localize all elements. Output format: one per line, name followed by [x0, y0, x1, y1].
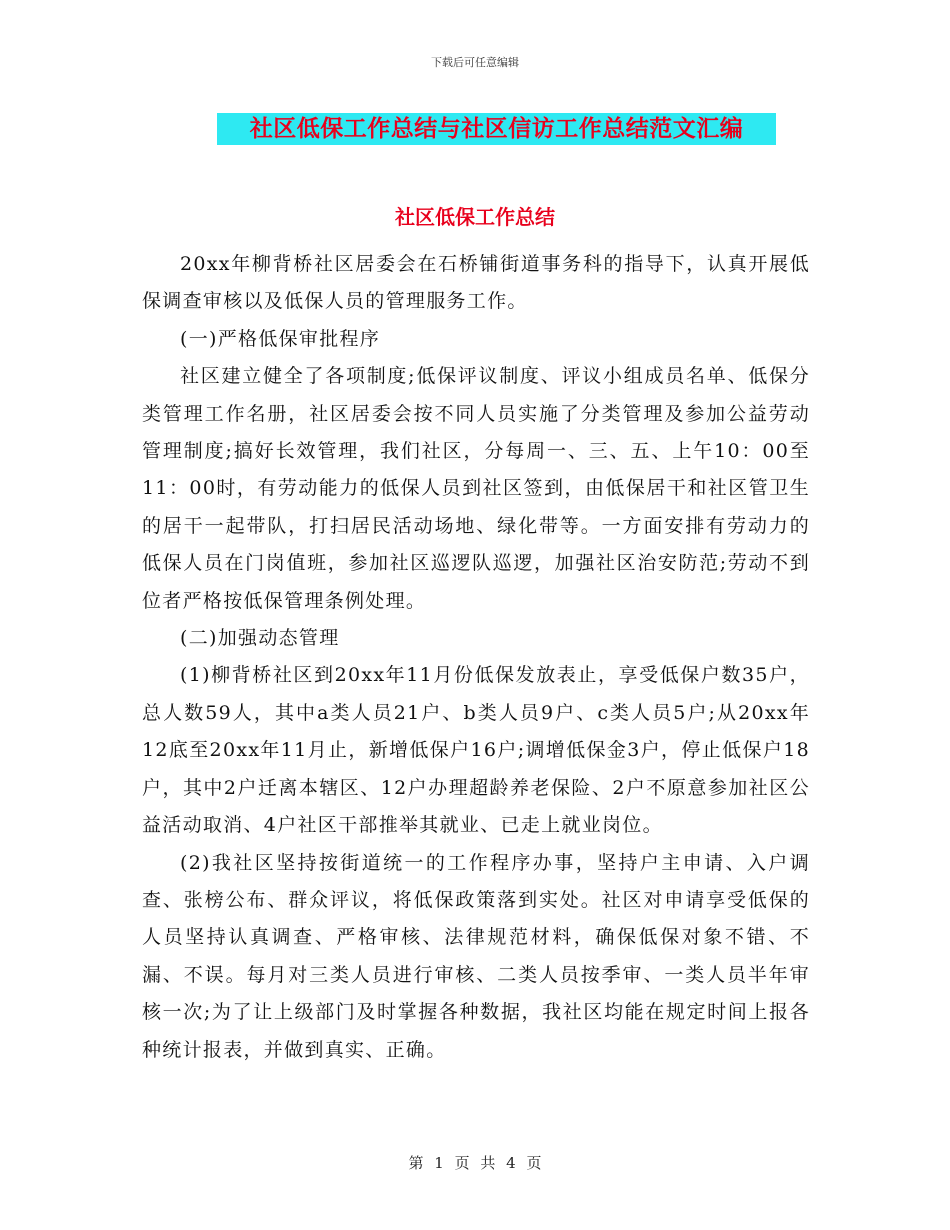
- document-body: [142, 246, 810, 1069]
- paragraph-procedure: (2)我社区坚持按街道统一的工作程序办事，坚持户主申请、入户调查、张榜公布、群众评议，将低保政策落到实处。社区对申请享受低保的人员坚持认真调查、严格审核、法律规范材料，确保低保对象不错、不漏、不误。每月对三类人员进行审核、二类人员按季审、一类人员半年审核一次;为了让上级部门及时掌握各种数据，我社区均能在规定时间上报各种统计报表，并做到真实、正确。: [142, 851, 810, 1061]
- header-note: 下载后可任意编辑: [431, 56, 519, 69]
- main-title: 社区低保工作总结与社区信访工作总结范文汇编: [249, 116, 744, 142]
- subheading-approval-procedure: (一)严格低保审批程序: [180, 327, 381, 350]
- paragraph-statistics: (1)柳背桥社区到20xx年11月份低保发放表止，享受低保户数35户，总人数59人，其中a类人员21户、b类人员9户、c类人员5户;从20xx年12底至20xx年11月止，新增低保户16户;调增低保金3户，停止低保户18户，其中2户迁离本辖区、12户办理超龄养老保险、2户不原意参加社区公益活动取消、4户社区干部推举其就业、已走上就业岗位。: [142, 664, 810, 837]
- main-title-highlight: [217, 113, 776, 145]
- intro-paragraph: 20xx年柳背桥社区居委会在石桥铺街道事务科的指导下，认真开展低保调查审核以及低保人员的管理服务工作。: [142, 253, 810, 313]
- paragraph-system-building: 社区建立健全了各项制度;低保评议制度、评议小组成员名单、低保分类管理工作名册，社区居委会按不同人员实施了分类管理及参加公益劳动管理制度;搞好长效管理，我们社区，分每周一、三、五、上午10：00至11：00时，有劳动能力的低保人员到社区签到，由低保居干和社区管卫生的居干一起带队，打扫居民活动场地、绿化带等。一方面安排有劳动力的低保人员在门岗值班，参加社区巡逻队巡逻，加强社区治安防范;劳动不到位者严格按低保管理条例处理。: [142, 365, 810, 612]
- subheading-dynamic-management: (二)加强动态管理: [180, 627, 340, 650]
- section-title: 社区低保工作总结: [395, 205, 555, 229]
- page-footer: 第 1 页 共 4 页: [408, 1154, 542, 1172]
